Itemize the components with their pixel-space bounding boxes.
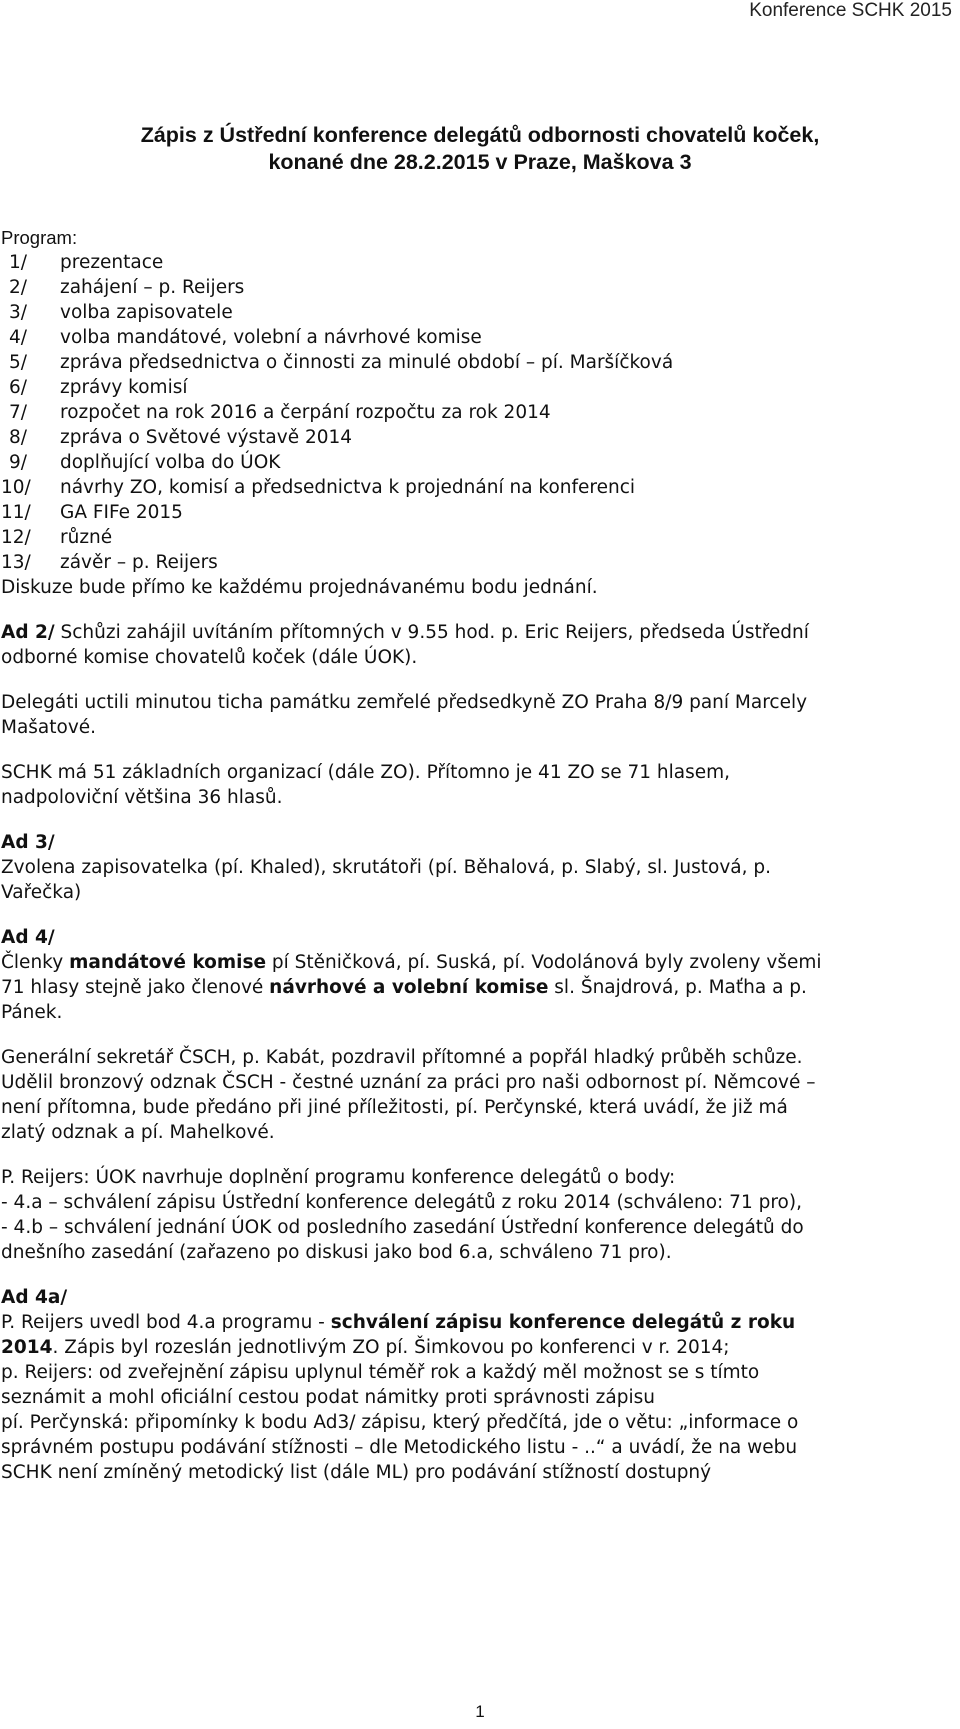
bold-phrase: mandátové komise (69, 952, 267, 973)
bold-phrase: 2014 (1, 1337, 53, 1358)
program-item-text: zahájení – p. Reijers (60, 277, 245, 298)
paragraph-text: P. Reijers uvedl bod 4.a programu - (1, 1312, 331, 1333)
program-item (1, 425, 951, 450)
program-item-number: 3/ (9, 302, 28, 323)
section-ad4 (1, 925, 951, 1265)
program-item (1, 275, 951, 300)
program-item-text: závěr – p. Reijers (60, 552, 218, 573)
paragraph-text: 71 hlasy stejně jako členové (1, 977, 270, 998)
program-item-text: zpráva předsednictva o činnosti za minulé období – pí. Maršíčková (60, 352, 674, 373)
title-line-2: konané dne 28.2.2015 v Praze, Maškova 3 (268, 150, 692, 174)
paragraph-text: Schůzi zahájil uvítáním přítomných v 9.55 hod. p. Eric Reijers, předseda Ústřední (54, 622, 809, 643)
program-item-number: 8/ (9, 427, 28, 448)
program-item-number: 4/ (9, 327, 28, 348)
section-ad3 (1, 830, 951, 905)
document-body (1, 225, 951, 1485)
section-heading: Ad 4/ (1, 927, 55, 948)
section-heading: Ad 2/ (1, 622, 55, 643)
program-item (1, 400, 951, 425)
section-ad4a (1, 1285, 951, 1485)
program-item-number: 5/ (9, 352, 28, 373)
bold-phrase: návrhové a volební komise (269, 977, 549, 998)
program-item (1, 350, 951, 375)
program-item-number: 12/ (1, 527, 31, 548)
program-label: Program: (1, 227, 78, 248)
program-item (1, 450, 951, 475)
paragraph-text: dnešního zasedání (zařazeno po diskusi jako bod 6.a, schváleno 71 pro). (1, 1242, 672, 1263)
program-item-number: 1/ (9, 252, 28, 273)
paragraph-text: sl. Šnajdrová, p. Maťha a p. (548, 977, 807, 998)
program-item-text: GA FIFe 2015 (60, 502, 183, 523)
paragraph-text: Pánek. (1, 1002, 63, 1023)
program-item-text: volba mandátové, volební a návrhové komise (60, 327, 482, 348)
paragraph-text: není přítomna, bude předáno při jiné příležitosti, pí. Perčynské, která uvádí, že již má (1, 1097, 788, 1118)
program-item-text: různé (60, 527, 113, 548)
program-item-text: prezentace (60, 252, 164, 273)
program-item-text: zprávy komisí (60, 377, 188, 398)
program-item-number: 6/ (9, 377, 28, 398)
page-number: 1 (475, 1702, 485, 1721)
paragraph-text: Delegáti uctili minutou ticha památku zemřelé předsedkyně ZO Praha 8/9 paní Marcely (1, 692, 808, 713)
paragraph-text: zlatý odznak a pí. Mahelkové. (1, 1122, 275, 1143)
paragraph-text: - 4.b – schválení jednání ÚOK od posledního zasedání Ústřední konference delegátů do (1, 1217, 804, 1238)
program-item-text: doplňující volba do ÚOK (60, 452, 281, 473)
program-item (1, 500, 951, 525)
paragraph-text: správném postupu podávání stížnosti – dle Metodického listu - ..“ a uvádí, že na webu (1, 1437, 798, 1458)
paragraph-text: pí. Perčynská: připomínky k bodu Ad3/ zápisu, který předčítá, jde o větu: „informace o (1, 1412, 799, 1433)
paragraph-text: . Zápis byl rozeslán jednotlivým ZO pí. Šimkovou po konferenci v r. 2014; (52, 1337, 730, 1358)
program-item-number: 9/ (9, 452, 28, 473)
program-item-text: zpráva o Světové výstavě 2014 (60, 427, 353, 448)
program-note: Diskuze bude přímo ke každému projednávanému bodu jednání. (1, 577, 598, 598)
program-item-text: volba zapisovatele (60, 302, 233, 323)
section-heading: Ad 3/ (1, 832, 55, 853)
section-ad2 (1, 620, 951, 810)
paragraph-text: - 4.a – schválení zápisu Ústřední konference delegátů z roku 2014 (schváleno: 71 pro), (1, 1192, 802, 1213)
paragraph-text: p. Reijers: od zveřejnění zápisu uplynul téměř rok a každý měl možnost se s tímto (1, 1362, 760, 1383)
paragraph-text: P. Reijers: ÚOK navrhuje doplnění programu konference delegátů o body: (1, 1167, 676, 1188)
program-item (1, 375, 951, 400)
paragraph-text: seznámit a mohl oficiální cestou podat námitky proti správnosti zápisu (1, 1387, 655, 1408)
paragraph-text: Vařečka) (1, 882, 82, 903)
paragraph-text: odborné komise chovatelů koček (dále ÚOK). (1, 647, 418, 668)
paragraph-text: nadpoloviční většina 36 hlasů. (1, 787, 283, 808)
paragraph-text: SCHK není zmíněný metodický list (dále ML) pro podávání stížností dostupný (1, 1462, 712, 1483)
program-item (1, 300, 951, 325)
program-list (1, 250, 951, 575)
paragraph-text: pí Stěničková, pí. Suská, pí. Vodolánová byly zvoleny všemi (266, 952, 822, 973)
program-item-number: 10/ (1, 477, 31, 498)
program-item (1, 325, 951, 350)
section-heading: Ad 4a/ (1, 1287, 68, 1308)
program-item (1, 525, 951, 550)
program-item (1, 250, 951, 275)
program-item-number: 13/ (1, 552, 31, 573)
paragraph-text: Členky (1, 952, 70, 973)
program-item-number: 2/ (9, 277, 28, 298)
document-title (0, 122, 960, 176)
paragraph-text: Mašatové. (1, 717, 97, 738)
paragraph-text: Generální sekretář ČSCH, p. Kabát, pozdravil přítomné a popřál hladký průběh schůze. (1, 1047, 803, 1068)
bold-phrase: schválení zápisu konference delegátů z roku (330, 1312, 796, 1333)
program-item-number: 7/ (9, 402, 28, 423)
paragraph-text: Zvolena zapisovatelka (pí. Khaled), skrutátoři (pí. Běhalová, p. Slabý, sl. Justová, p. (1, 857, 772, 878)
program-item-number: 11/ (1, 502, 31, 523)
title-line-1: Zápis z Ústřední konference delegátů odbornosti chovatelů koček, (140, 123, 820, 147)
program-item (1, 550, 951, 575)
paragraph-text: SCHK má 51 základních organizací (dále ZO). Přítomno je 41 ZO se 71 hlasem, (1, 762, 731, 783)
program-item-text: návrhy ZO, komisí a předsednictva k projednání na konferenci (60, 477, 636, 498)
program-item-text: rozpočet na rok 2016 a čerpání rozpočtu za rok 2014 (60, 402, 551, 423)
program-item (1, 475, 951, 500)
paragraph-text: Udělil bronzový odznak ČSCH - čestné uznání za práci pro naši odbornost pí. Němcové – (1, 1072, 816, 1093)
running-header: Konference SCHK 2015 (749, 0, 952, 21)
